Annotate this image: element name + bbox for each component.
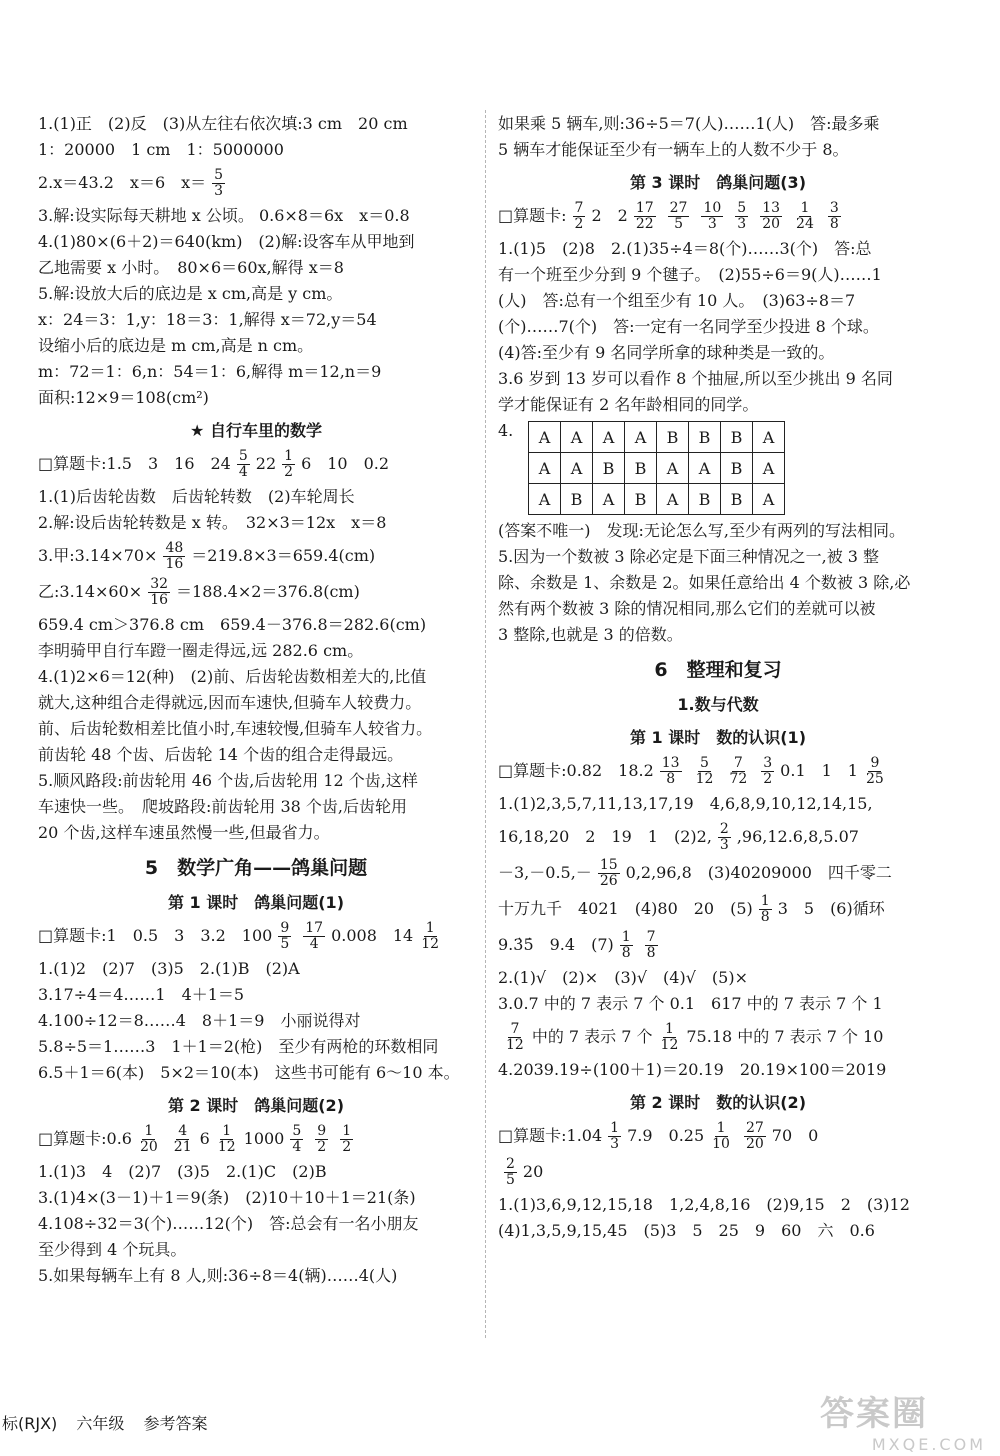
answer-line: 4.(1)80×(6＋2)＝640(km) (2)解:设客车从甲地到 bbox=[38, 232, 415, 251]
answer-line: 2.(1)√ (2)× (3)√ (4)√ (5)× bbox=[498, 968, 748, 987]
answer-line: 乙地需要 x 小时。 80×6＝60x,解得 x＝8 bbox=[38, 258, 344, 277]
answer-line: 1.(1)后齿轮齿数 后齿轮转数 (2)车轮周长 bbox=[38, 487, 355, 506]
calc-card: □算题卡:0.6 $\frac{1}{20}$ $\frac{4}{21}$ 6 $\frac{1}{12}$ 1000 $\frac{5}{4}$ $\frac{9}{2}$ $\frac{1}{2}$ bbox=[38, 1123, 352, 1155]
answer-line: 十万九千 4021 (4)80 20 (5) $\frac{1}{8}$ 3 5 (6)循环 bbox=[498, 893, 885, 925]
grid-cell: B bbox=[689, 422, 721, 453]
answer-line: 然有两个数被 3 除的情况相同,那么它们的差就可以被 bbox=[498, 599, 876, 618]
lesson-heading: 第 1 课时 数的认识(1) bbox=[629, 728, 807, 747]
fraction: $\frac{1}{2}$ bbox=[342, 1123, 352, 1155]
answer-line: 3.6 岁到 13 岁可以看作 8 个抽屉,所以至少挑出 9 名同 bbox=[498, 369, 893, 388]
calc-card: □算题卡:1.5 3 16 24 $\frac{5}{4}$ 22 $\frac{1}{2}$ 6 10 0.2 bbox=[38, 448, 390, 480]
column-divider bbox=[485, 110, 486, 1338]
answer-line: 前齿轮 48 个齿、后齿轮 14 个齿的组合走得最远。 bbox=[38, 745, 404, 764]
lesson-heading: 第 2 课时 数的认识(2) bbox=[629, 1093, 807, 1112]
fraction: $\frac{1}{2}$ bbox=[284, 448, 294, 480]
grid-cell: A bbox=[753, 422, 785, 453]
answer-line: 李明骑甲自行车蹬一圈走得远,远 282.6 cm。 bbox=[38, 641, 364, 660]
fraction: $\frac{7}{2}$ bbox=[574, 200, 584, 232]
answer-line: 乙:3.14×60× $\frac{32}{16}$ ＝188.4×2＝376.8(cm) bbox=[38, 576, 360, 608]
fraction: $\frac{1}{12}$ bbox=[217, 1123, 236, 1155]
fraction: $\frac{27}{5}$ bbox=[669, 200, 688, 232]
answer-line: 1：20000 1 cm 1：5000000 bbox=[38, 140, 284, 159]
answer-line: 20 个齿,这样车速虽然慢一些,但最省力。 bbox=[38, 823, 330, 842]
table-row bbox=[529, 422, 785, 453]
answer-line: 1.(1)5 (2)8 2.(1)35÷4＝8(个)……3(个) 答:总 bbox=[498, 239, 872, 258]
answer-line: 3.0.7 中的 7 表示 7 个 0.1 617 中的 7 表示 7 个 1 bbox=[498, 994, 883, 1013]
fraction: $\frac{4}{21}$ bbox=[173, 1123, 192, 1155]
fraction: $\frac{5}{3}$ bbox=[214, 167, 224, 199]
grid-cell: B bbox=[721, 484, 753, 515]
answer-line: 5.顺风路段:前齿轮用 46 个齿,后齿轮用 12 个齿,这样 bbox=[38, 771, 418, 790]
watermark-url: MXQE.COM bbox=[871, 1435, 986, 1454]
grid-cell: B bbox=[593, 453, 625, 484]
fraction: $\frac{27}{20}$ bbox=[745, 1120, 764, 1152]
answer-line: 5.因为一个数被 3 除必定是下面三种情况之一,被 3 整 bbox=[498, 547, 880, 566]
grid-cell: A bbox=[753, 453, 785, 484]
grid-cell: B bbox=[657, 422, 689, 453]
answer-line: 2.x＝43.2 x＝6 x＝ $\frac{5}{3}$ bbox=[38, 167, 224, 199]
answer-line: 6.5＋1＝6(本) 5×2＝10(本) 这些书可能有 6～10 本。 bbox=[38, 1063, 460, 1082]
question-number: 4. bbox=[498, 421, 514, 440]
answer-line: 659.4 cm＞376.8 cm 659.4－376.8＝282.6(cm) bbox=[38, 615, 427, 634]
fraction: $\frac{3}{2}$ bbox=[763, 755, 773, 787]
answer-line: 面积:12×9＝108(cm²) bbox=[38, 388, 209, 407]
grid-cell: B bbox=[721, 453, 753, 484]
answer-line: (4)答:至少有 9 名同学所拿的球种类是一致的。 bbox=[498, 343, 835, 362]
watermark-logo bbox=[820, 1386, 986, 1454]
footer-edition: 标(RJX) bbox=[2, 1414, 58, 1433]
section-heading: ★ 自行车里的数学 bbox=[190, 421, 322, 440]
fraction: $\frac{7}{72}$ bbox=[729, 755, 748, 787]
grid-cell: A bbox=[625, 422, 657, 453]
answer-line: 4.100÷12＝8……4 8＋1＝9 小丽说得对 bbox=[38, 1011, 361, 1030]
fraction: $\frac{1}{3}$ bbox=[610, 1120, 620, 1152]
footer-section: 参考答案 bbox=[143, 1414, 208, 1433]
table-row bbox=[529, 453, 785, 484]
fraction: $\frac{1}{20}$ bbox=[139, 1123, 158, 1155]
fraction: $\frac{7}{8}$ bbox=[646, 929, 656, 961]
answer-line: 3.甲:3.14×70× $\frac{48}{16}$ ＝219.8×3＝659.4(cm) bbox=[38, 540, 376, 572]
fraction: $\frac{48}{16}$ bbox=[165, 540, 184, 572]
lesson-heading: 第 1 课时 鸽巢问题(1) bbox=[167, 893, 345, 912]
fraction: $\frac{1}{12}$ bbox=[421, 920, 440, 952]
answer-line: (个)……7(个) 答:一定有一名同学至少投进 8 个球。 bbox=[498, 317, 879, 336]
answer-line: 至少得到 4 个玩具。 bbox=[38, 1240, 187, 1259]
grid-cell: A bbox=[529, 484, 561, 515]
answer-line: 5.如果每辆车上有 8 人,则:36÷8＝4(辆)……4(人) bbox=[38, 1266, 398, 1285]
grid-cell: B bbox=[721, 422, 753, 453]
ab-grid-block bbox=[498, 421, 938, 515]
fraction: $\frac{7}{12}$ bbox=[506, 1021, 524, 1053]
fraction: $\frac{9}{2}$ bbox=[317, 1123, 327, 1155]
answer-line: 就大,这种组合走得就远,因而车速快,但骑车人较费力。 bbox=[38, 693, 422, 712]
answer-line: 有一个班至少分到 9 个毽子。 (2)55÷6＝9(人)……1 bbox=[498, 265, 882, 284]
grid-cell: A bbox=[657, 453, 689, 484]
grid-cell: B bbox=[625, 453, 657, 484]
calc-card: □算题卡:1 0.5 3 3.2 100 $\frac{9}{5}$ $\frac{17}{4}$ 0.008 14 $\frac{1}{12}$ bbox=[38, 920, 440, 952]
fraction: $\frac{5}{4}$ bbox=[292, 1123, 302, 1155]
subsection-heading: 1.数与代数 bbox=[677, 695, 759, 714]
table-row bbox=[529, 484, 785, 515]
grid-cell: B bbox=[625, 484, 657, 515]
grid-cell: A bbox=[689, 453, 721, 484]
answer-line: 16,18,20 2 19 1 (2)2, $\frac{2}{3}$ ,96,12.6,8,5.07 bbox=[498, 821, 859, 853]
answer-line: 1.(1)2,3,5,7,11,13,17,19 4,6,8,9,10,12,14,15, bbox=[498, 794, 873, 813]
answer-line: 4.2039.19÷(100＋1)＝20.19 20.19×100＝2019 bbox=[498, 1060, 887, 1079]
watermark-text: 答案圈 bbox=[820, 1394, 928, 1434]
ab-grid-table bbox=[528, 421, 785, 515]
answer-line: 前、后齿轮数相差比值小时,车速较慢,但骑车人较省力。 bbox=[38, 719, 433, 738]
answer-line: 1.(1)正 (2)反 (3)从左往右依次填:3 cm 20 cm bbox=[38, 114, 408, 133]
answer-line: 5 辆车才能保证至少有一辆车上的人数不少于 8。 bbox=[498, 140, 849, 159]
fraction: $\frac{15}{26}$ bbox=[599, 857, 618, 889]
answer-line: 如果乘 5 辆车,则:36÷5＝7(人)……1(人) 答:最多乘 bbox=[498, 114, 880, 133]
fraction: $\frac{9}{25}$ bbox=[865, 755, 884, 787]
answer-line: x：24＝3：1,y：18＝3：1,解得 x＝72,y＝54 bbox=[38, 310, 377, 329]
left-column bbox=[38, 108, 474, 1292]
fraction: $\frac{5}{4}$ bbox=[238, 448, 248, 480]
fraction: $\frac{17}{22}$ bbox=[635, 200, 654, 232]
grid-cell: A bbox=[561, 453, 593, 484]
fraction: $\frac{13}{8}$ bbox=[661, 755, 680, 787]
answer-line: 设缩小后的底边是 m cm,高是 n cm。 bbox=[38, 336, 314, 355]
answer-line: 2.解:设后齿轮转数是 x 转。 32×3＝12x x＝8 bbox=[38, 513, 387, 532]
answer-line: －3,－0.5,－ $\frac{15}{26}$ 0,2,96,8 (3)40209000 四千零二 bbox=[498, 857, 892, 889]
answer-line: (人) 答:总有一个组至少有 10 人。 (3)63÷8＝7 bbox=[498, 291, 856, 310]
fraction: $\frac{9}{5}$ bbox=[280, 920, 290, 952]
lesson-heading: 第 2 课时 鸽巢问题(2) bbox=[167, 1096, 345, 1115]
answer-line: (答案不唯一) 发现:无论怎么写,至少有两列的写法相同。 bbox=[498, 521, 905, 540]
answer-line: 3.解:设实际每天耕地 x 公顷。 0.6×8＝6x x＝0.8 bbox=[38, 206, 410, 225]
page-footer bbox=[2, 1411, 222, 1434]
answer-line: 学才能保证有 2 名年龄相同的同学。 bbox=[498, 395, 759, 414]
answer-line: 4.(1)2×6＝12(种) (2)前、后齿轮齿数相差大的,比值 bbox=[38, 667, 427, 686]
answer-line: 1.(1)2 (2)7 (3)5 2.(1)B (2)A bbox=[38, 959, 300, 978]
answer-line: 5.解:设放大后的底边是 x cm,高是 y cm。 bbox=[38, 284, 343, 303]
answer-line: 3.17÷4＝4……1 4＋1＝5 bbox=[38, 985, 245, 1004]
fraction: $\frac{32}{16}$ bbox=[150, 576, 169, 608]
fraction: $\frac{1}{10}$ bbox=[712, 1120, 730, 1152]
answer-line: (4)1,3,5,9,15,45 (5)3 5 25 9 60 六 0.6 bbox=[498, 1221, 875, 1240]
grid-cell: A bbox=[753, 484, 785, 515]
answer-line: 4.108÷32＝3(个)……12(个) 答:总会有一名小朋友 bbox=[38, 1214, 419, 1233]
fraction: $\frac{1}{8}$ bbox=[621, 929, 631, 961]
answer-line: 车速快一些。 爬坡路段:前齿轮用 38 个齿,后齿轮用 bbox=[38, 797, 408, 816]
calc-card: □算题卡: $\frac{7}{2}$ 2 2 $\frac{17}{22}$ $\frac{27}{5}$ $\frac{10}{3}$ $\frac{5}{3}$ $\frac{13}{20}$ $\frac{1}{24}$ $\frac{3}{8}$ bbox=[498, 200, 839, 232]
right-column bbox=[498, 108, 938, 1247]
lesson-heading: 第 3 课时 鸽巢问题(3) bbox=[629, 173, 807, 192]
grid-cell: B bbox=[561, 484, 593, 515]
answer-line: 1.(1)3,6,9,12,15,18 1,2,4,8,16 (2)9,15 2 (3)12 bbox=[498, 1195, 910, 1214]
grid-cell: A bbox=[529, 422, 561, 453]
answer-line: m：72＝1：6,n：54＝1：6,解得 m＝12,n＝9 bbox=[38, 362, 382, 381]
calc-card-continued: $\frac{2}{5}$ 20 bbox=[506, 1156, 544, 1188]
footer-grade: 六年级 bbox=[76, 1414, 125, 1433]
fraction: $\frac{2}{3}$ bbox=[719, 821, 729, 853]
fraction: $\frac{1}{12}$ bbox=[660, 1021, 679, 1053]
grid-cell: A bbox=[593, 484, 625, 515]
fraction: $\frac{5}{3}$ bbox=[737, 200, 747, 232]
fraction: $\frac{1}{24}$ bbox=[796, 200, 814, 232]
fraction: $\frac{10}{3}$ bbox=[703, 200, 722, 232]
fraction: $\frac{13}{20}$ bbox=[762, 200, 781, 232]
grid-cell: B bbox=[689, 484, 721, 515]
fraction: $\frac{1}{8}$ bbox=[760, 893, 770, 925]
grid-cell: A bbox=[529, 453, 561, 484]
answer-line: 除、余数是 1、余数是 2。如果任意给出 4 个数被 3 除,必 bbox=[498, 573, 911, 592]
answer-line: $\frac{7}{12}$ 中的 7 表示 7 个 $\frac{1}{12}$ 75.18 中的 7 表示 7 个 10 bbox=[506, 1021, 884, 1053]
answer-line: 5.8÷5＝1……3 1＋1＝2(枪) 至少有两枪的环数相同 bbox=[38, 1037, 439, 1056]
unit-heading: 6 整理和复习 bbox=[654, 659, 782, 681]
calc-card: □算题卡:1.04 $\frac{1}{3}$ 7.9 0.25 $\frac{1}{10}$ $\frac{27}{20}$ 70 0 bbox=[498, 1120, 819, 1152]
unit-heading: 5 数学广角——鸽巢问题 bbox=[144, 857, 368, 879]
grid-cell: A bbox=[657, 484, 689, 515]
grid-cell: A bbox=[593, 422, 625, 453]
grid-cell: A bbox=[561, 422, 593, 453]
calc-card: □算题卡:0.82 18.2 $\frac{13}{8}$ $\frac{5}{12}$ $\frac{7}{72}$ $\frac{3}{2}$ 0.1 1 1 $\frac{9}{25}$ bbox=[498, 755, 884, 787]
answer-line: 3 整除,也就是 3 的倍数。 bbox=[498, 625, 683, 644]
fraction: $\frac{17}{4}$ bbox=[305, 920, 324, 952]
fraction: $\frac{2}{5}$ bbox=[506, 1156, 515, 1188]
answer-line: 9.3̇5̇ 9.4 (7) $\frac{1}{8}$ $\frac{7}{8}$ bbox=[498, 929, 656, 961]
answer-line: 1.(1)3 4 (2)7 (3)5 2.(1)C (2)B bbox=[38, 1162, 327, 1181]
fraction: $\frac{5}{12}$ bbox=[695, 755, 714, 787]
fraction: $\frac{3}{8}$ bbox=[829, 200, 839, 232]
answer-line: 3.(1)4×(3－1)＋1＝9(条) (2)10＋10＋1＝21(条) bbox=[38, 1188, 416, 1207]
